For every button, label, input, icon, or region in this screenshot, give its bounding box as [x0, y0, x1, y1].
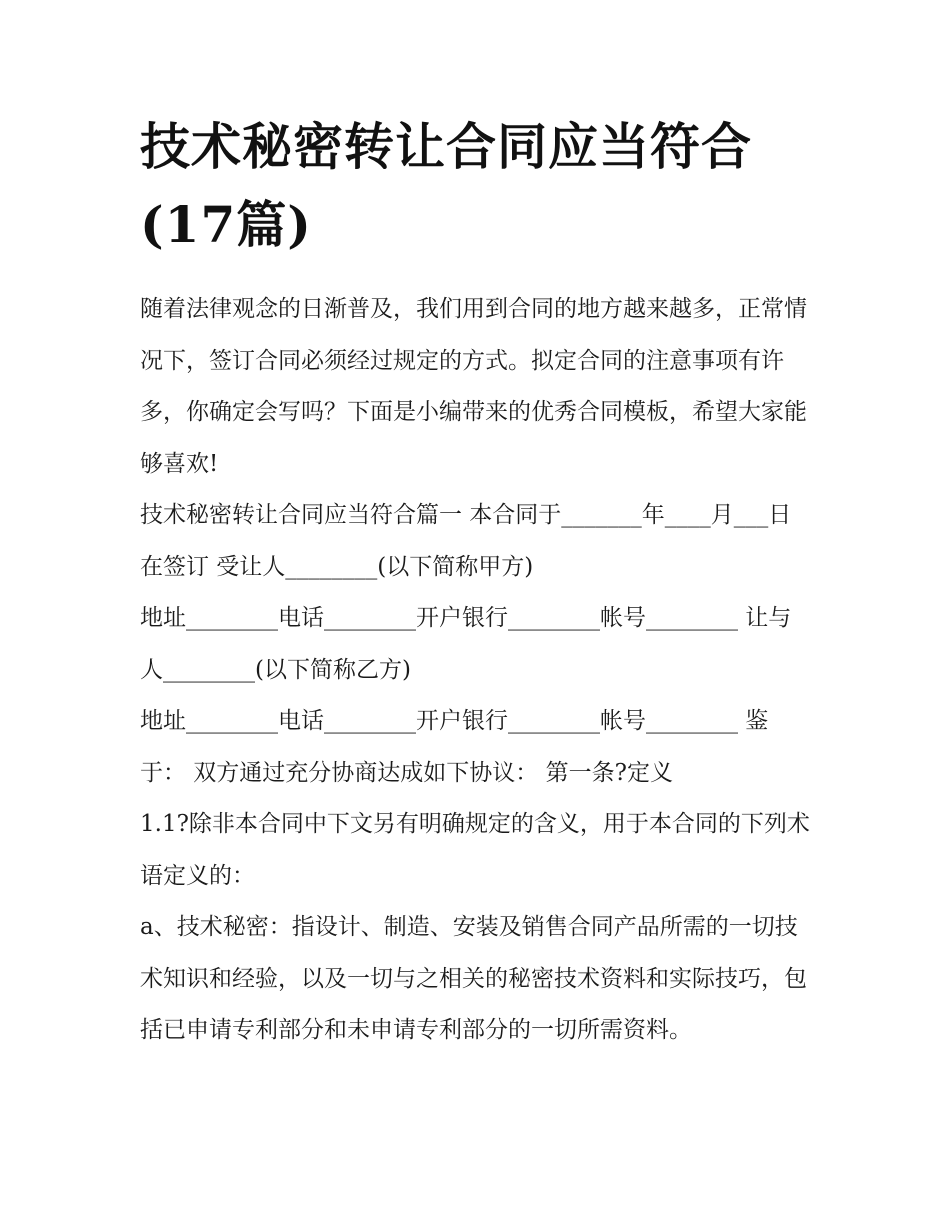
technical-secret-definition-paragraph: a、技术秘密：指设计、制造、安装及销售合同产品所需的一切技术知识和经验，以及一切与之相关的秘密技术资料和实际技巧，包括已申请专利部分和未申请专利部分的一切所需资料。	[140, 914, 807, 1043]
contract-preamble-paragraph: 技术秘密转让合同应当符合篇一 本合同于_______年____月___日在签订 受让人________(以下简称甲方)	[140, 502, 792, 580]
party-a-address-paragraph: 地址________电话________开户银行________帐号________ 让与人________(以下简称乙方)	[140, 605, 792, 683]
document-title: 技术秘密转让合同应当符合(17篇)	[140, 117, 752, 254]
party-b-address-paragraph: 地址________电话________开户银行________帐号________ 鉴于： 双方通过充分协商达成如下协议： 第一条?定义	[140, 708, 769, 786]
intro-paragraph: 随着法律观念的日渐普及，我们用到合同的地方越来越多，正常情况下，签订合同必须经过规定的方式。拟定合同的注意事项有许多，你确定会写吗？下面是小编带来的优秀合同模板，希望大家能够喜欢!	[140, 296, 807, 477]
definition-clause-paragraph: 1.1?除非本合同中下文另有明确规定的含义，用于本合同的下列术语定义的：	[140, 811, 810, 889]
document-body	[140, 108, 812, 1057]
